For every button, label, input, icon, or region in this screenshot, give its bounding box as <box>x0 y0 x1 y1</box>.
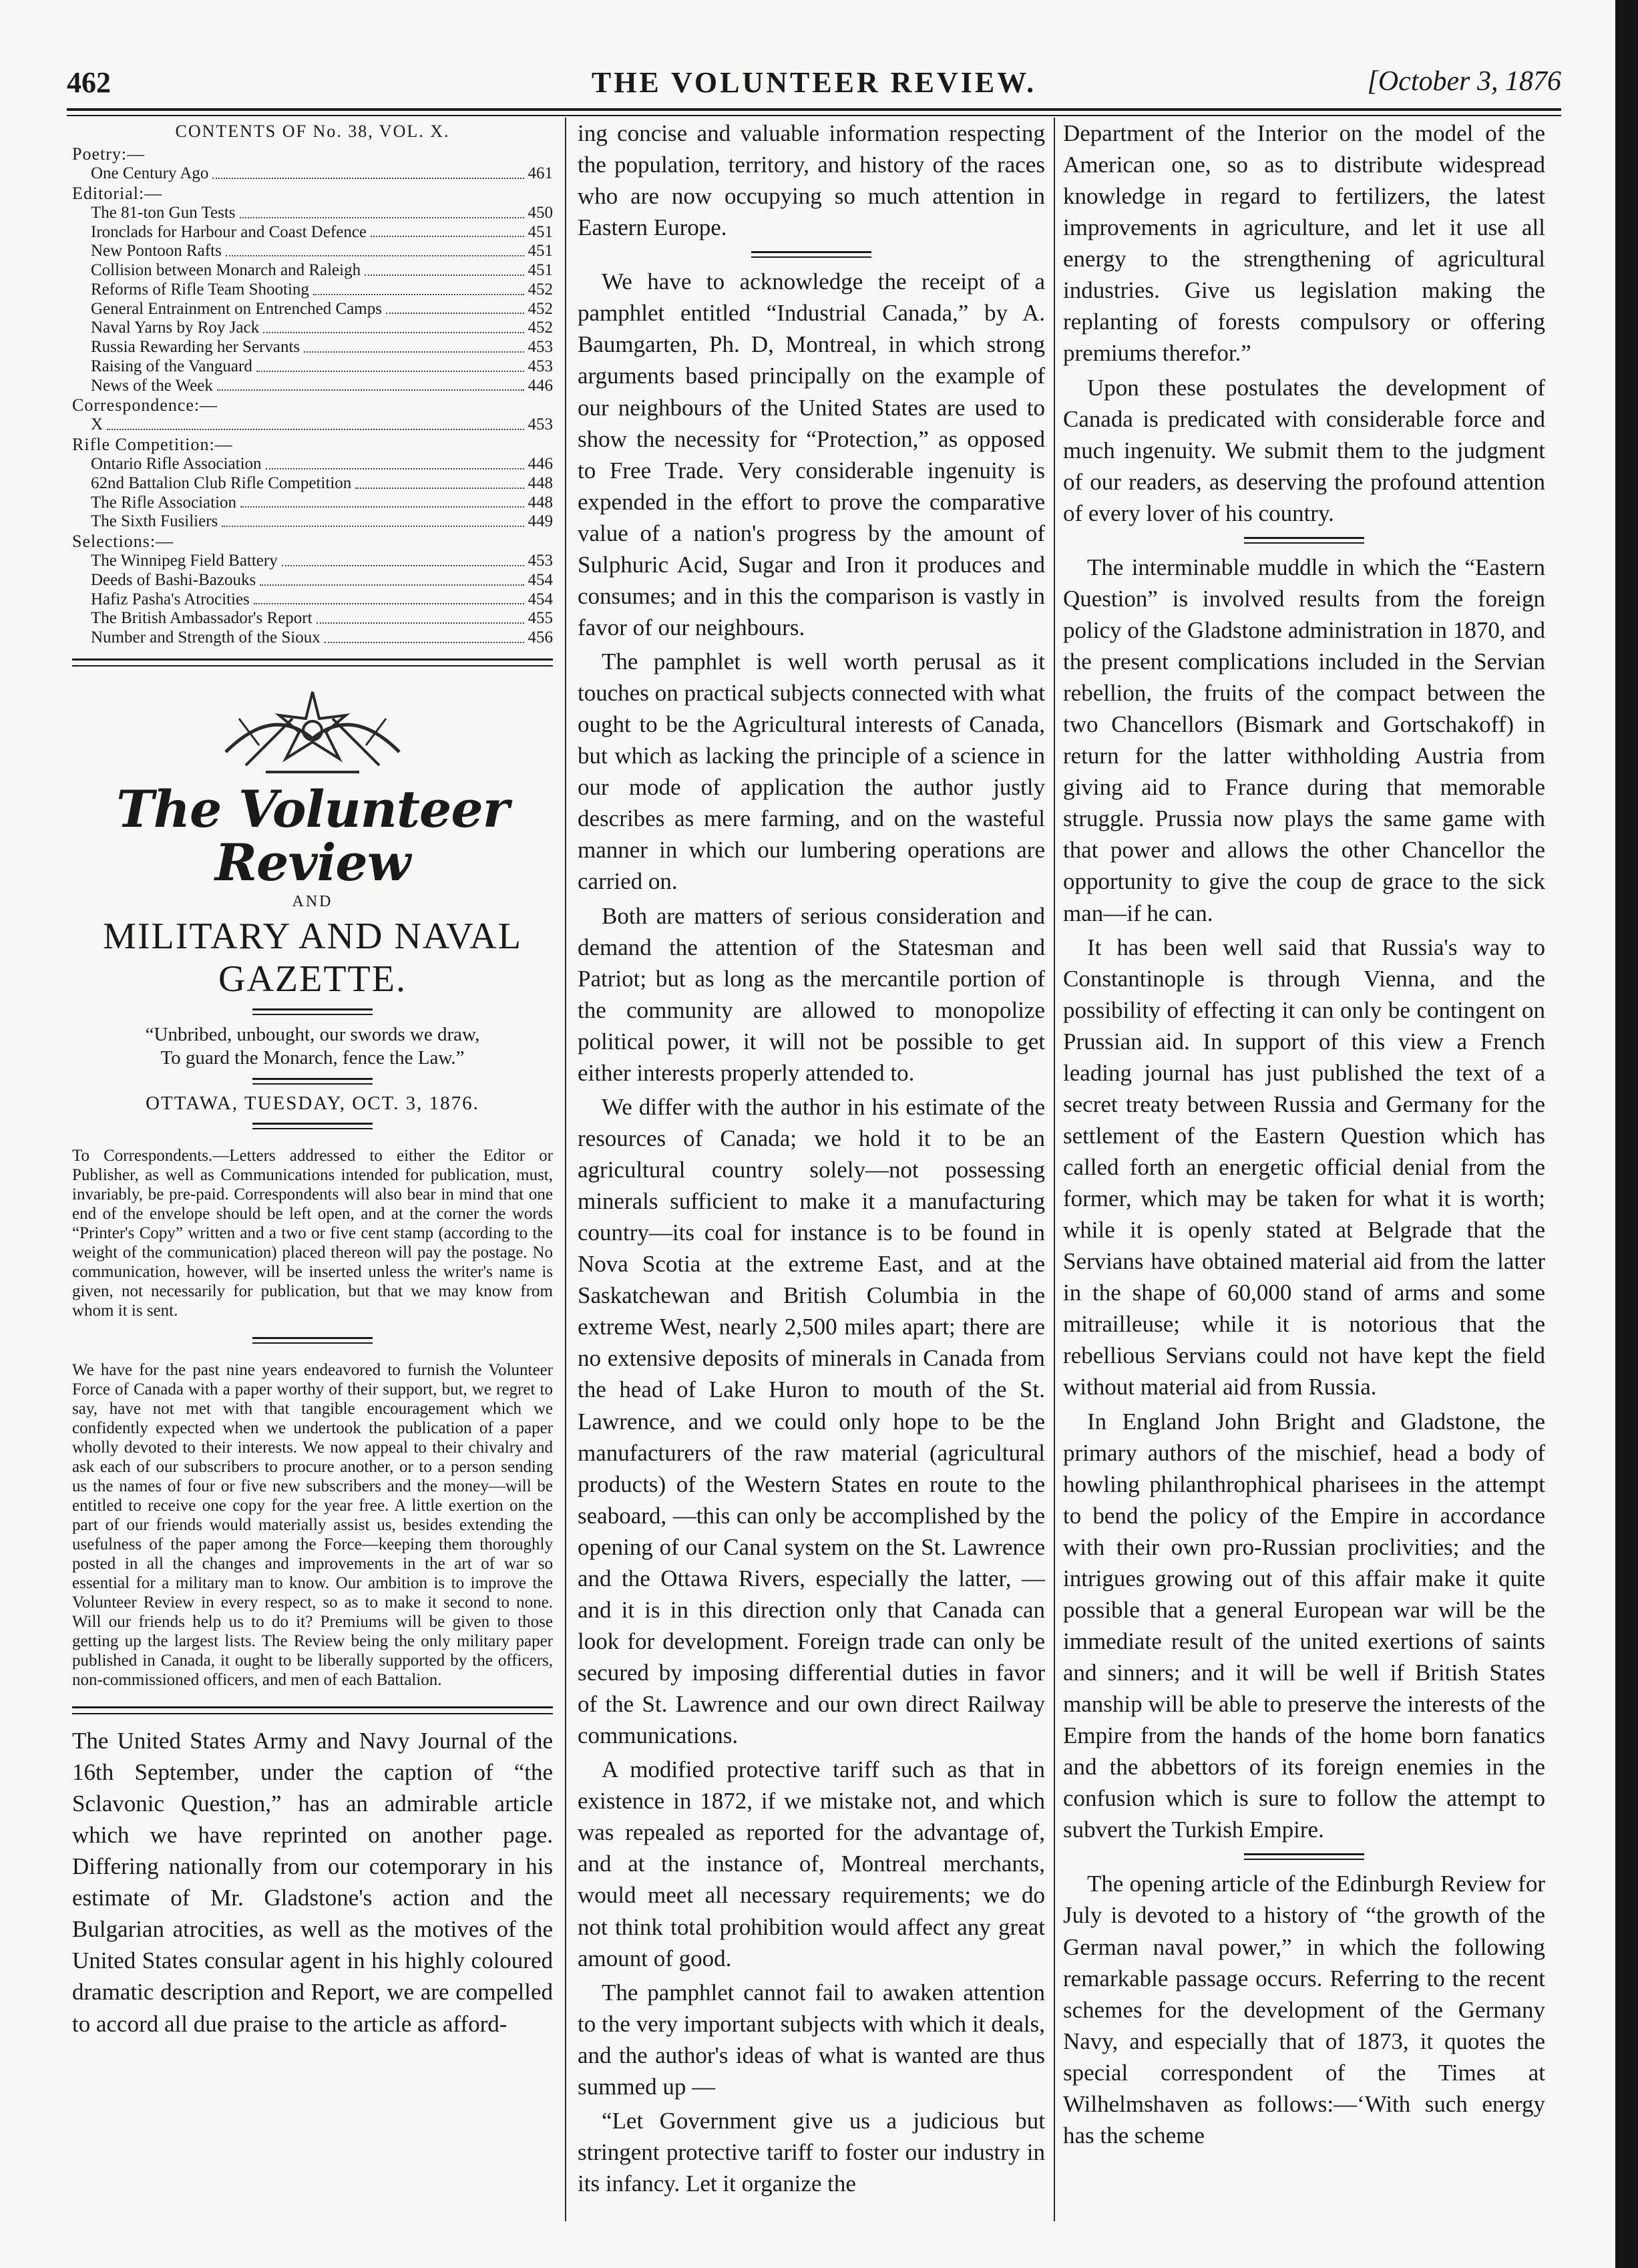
article-paragraph: Department of the Interior on the model of the American one, so as to distribute widespread knowledge in regard to fertilizers, the latest improvements in agriculture, and let it use all energy to the strengthening of agricultural industries. Give us legislation making the replanting of forests compulsory or offering premiums therefor.” <box>1063 120 1545 367</box>
toc-item <box>72 552 553 571</box>
toc-leader-dots <box>304 338 524 353</box>
motto-rule <box>252 1008 373 1015</box>
toc-item <box>72 455 553 474</box>
toc-item <box>72 377 553 396</box>
toc-item-title: The Rifle Association <box>91 493 237 512</box>
toc-item-title: Collision between Monarch and Raleigh <box>91 261 361 279</box>
toc-item <box>72 261 553 280</box>
toc-item-title: Raising of the Vanguard <box>91 357 252 375</box>
toc-item <box>72 242 553 261</box>
toc-item-title: The British Ambassador's Report <box>91 609 313 628</box>
toc-leader-dots <box>212 164 524 179</box>
toc-item-page: 451 <box>528 242 553 260</box>
article-paragraph: ing concise and valuable information respecting the population, territory, and history of the races who are now occupying so much attention in Eastern Europe. <box>578 120 1045 241</box>
toc-leader-dots <box>313 280 524 295</box>
contents-title: CONTENTS OF No. 38, VOL. X. <box>175 122 450 141</box>
header-rule <box>67 108 1561 116</box>
toc-section-heading: Correspondence:— <box>72 395 218 415</box>
toc-leader-dots <box>263 319 524 333</box>
article-paragraph: A modified protective tariff such as that in existence in 1872, if we mistake not, and which was repealed as reported for the advantage of, and at the instance of, Montreal merchants, would meet all necessary requirements; we do not think total prohibition would affect any great amount of good. <box>578 1756 1045 1971</box>
toc-section-heading: Rifle Competition:— <box>72 435 233 454</box>
article-paragraph: In England John Bright and Gladstone, the primary authors of the mischief, head a body of howling philanthrophical pharisees in the attempt to bend the policy of the Empire in accordance with their own pro-Russian proclivities; and the intrigues growing out of this affair make it quite possible that a general European war will be the immediate result of the united exertions of saints and sinners; and it will be well if British States manship will be able to preserve the interests of the Empire from the hands of the home born fanatics and the abbettors of its foreign enemies in the confusion which is sure to follow the attempt to subvert the Turkish Empire. <box>1063 1408 1545 1843</box>
toc-item-title: News of the Week <box>91 376 213 395</box>
column-1 <box>72 118 553 2221</box>
toc-leader-dots <box>256 357 524 372</box>
toc-item-page: 450 <box>528 203 553 222</box>
toc-leader-dots <box>325 628 524 643</box>
toc-item-title: New Pontoon Rafts <box>91 242 222 260</box>
notice-correspondents: To Correspondents.—Letters addressed to either the Editor or Publisher, as well as Communications intended for publication, must, invariably, be pre-paid. Correspondents will also bear in mind that one end of the envelope should be left open, and at the corner the words “Printer's Copy” written and a two or five cent stamp (according to the weight of the communication) placed thereon will pay the postage. No communication, however, will be inserted unless the writer's name is given, not necessarily for publication, but that we may know from whom it is sent. <box>72 1146 553 1320</box>
toc-leader-dots <box>266 455 524 469</box>
toc-item <box>72 512 553 532</box>
dateline-rule <box>252 1123 373 1129</box>
section-rule <box>751 251 871 258</box>
toc-item-page: 451 <box>528 261 553 279</box>
column-divider <box>1054 118 1055 2221</box>
page-header <box>67 65 1561 106</box>
toc-item-title: 62nd Battalion Club Rifle Competition <box>91 474 352 492</box>
motto-line: To guard the Monarch, fence the Law.” <box>160 1047 465 1069</box>
article-army-navy-journal: The United States Army and Navy Journal of the 16th September, under the caption of “the Sclavonic Question,” has an admirable article which we have reprinted on another page. Differing nationally from our cotemporary in his estimate of Mr. Gladstone's action and the Bulgarian atrocities, as well as the motives of the United States consular agent in his highly coloured dramatic description and Report, we are compelled to accord all due praise to the article as afford- <box>72 1727 553 2037</box>
toc-item <box>72 415 553 435</box>
toc-item-title: General Entrainment on Entrenched Camps <box>91 299 382 318</box>
article-paragraph: We differ with the author in his estimate of the resources of Canada; we hold it to be an agricultural country solely—not possessing minerals sufficient to make it a manufacturing country—its coal for instance is to be found in Nova Scotia at the extreme East, and at the Saskatchewan and British Columbia in the extreme West, nearly 2,500 miles apart; there are no extensive deposits of minerals in Canada from the head of Lake Huron to mouth of the St. Lawrence, and we could only hope to be the manufacturers of the raw material (agricultural products) of the Western States en route to the seaboard, —this can only be accomplished by the opening of our Canal system on the St. Lawrence and the Ottawa Rivers, especially the latter, —and it is in this direction only that Canada can look for development. Foreign trade can only be secured by imposing differential duties in favor of the St. Lawrence and our own direct Railway communications. <box>578 1093 1045 1749</box>
toc-item <box>72 609 553 628</box>
toc-item-title: Hafiz Pasha's Atrocities <box>91 590 250 608</box>
toc-section-heading: Editorial:— <box>72 183 163 203</box>
toc-item-page: 449 <box>528 512 553 531</box>
toc-section-heading: Selections:— <box>72 532 174 551</box>
masthead-motto <box>72 1023 553 1070</box>
toc-item-title: Ironclads for Harbour and Coast Defence <box>91 222 367 241</box>
toc-item <box>72 474 553 494</box>
toc-item-page: 448 <box>528 474 553 492</box>
toc-leader-dots <box>355 474 524 489</box>
toc-leader-dots <box>240 494 524 508</box>
section-rule <box>252 1337 373 1344</box>
masthead-title: The Volunteer Review <box>116 779 509 892</box>
toc-item-page: 461 <box>528 164 553 182</box>
toc-item-page: 453 <box>528 338 553 356</box>
issue-date: [October 3, 1876 <box>1367 66 1561 97</box>
toc-item-title: Naval Yarns by Roy Jack <box>91 319 260 337</box>
notice-subscribers: We have for the past nine years endeavored to furnish the Volunteer Force of Canada with a paper worthy of their support, but, we regret to say, have not met with that tangible encouragement which we confidently expected when we undertook the publication of a paper wholly devoted to their interests. We now appeal to their chivalry and ask each of our subscribers to procure another, or to a person sending us the names of four or five new subscribers and the money—will be entitled to receive one copy for the year free. A little exertion on the part of our friends would materially assist us, besides extending the usefulness of the paper among the Force—keeping them thoroughly posted in all the changes and improvements in the art of war so essential for a military man to know. Our ambition is to improve the Volunteer Review in every respect, so as to make it second to none. Will our friends help us to do it? Premiums will be given to those getting up the largest lists. The Review being the only military paper published in Canada, it ought to be liberally supported by the officers, non-commissioned officers, and men of each Battalion. <box>72 1360 553 1689</box>
toc-item <box>72 628 553 648</box>
toc-item <box>72 338 553 357</box>
toc-item-page: 448 <box>528 493 553 512</box>
toc-leader-dots <box>217 377 524 391</box>
article-paragraph: Both are matters of serious consideration and demand the attention of the Statesman and Patriot; but as long as the mercantile portion of the community are allowed to monopolize political power, it will not be possible to get either interests properly attended to. <box>578 902 1045 1086</box>
toc-item-title: One Century Ago <box>91 164 209 182</box>
dateline-rule <box>252 1078 373 1085</box>
article-paragraph: The pamphlet is well worth perusal as it touches on practical subjects connected with what ought to be the Agricultural interests of Canada, but which as lacking the principle of a science in our mode of application the author justly describes as mere farming, and on the wasteful manner in which our lumbering operations are carried on. <box>578 648 1045 895</box>
column-divider <box>565 118 566 2221</box>
toc-item-page: 452 <box>528 299 553 318</box>
dateline: OTTAWA, TUESDAY, OCT. 3, 1876. <box>146 1092 479 1114</box>
section-rule <box>1244 1853 1364 1860</box>
toc-item <box>72 357 553 377</box>
toc-item-title: The Sixth Fusiliers <box>91 512 218 531</box>
article-paragraph: “Let Government give us a judicious but stringent protective tariff to foster our industry in its infancy. Let it organize the <box>578 2107 1045 2197</box>
page-number: 462 <box>67 66 111 99</box>
article-paragraph: We have to acknowledge the receipt of a pamphlet entitled “Industrial Canada,” by A. Baumgarten, Ph. D, Montreal, in which strong arguments based principally on the example of our neighbours of the United States are used to show the necessity for “Protection,” as opposed to Free Trade. Very considerable ingenuity is expended in the effort to prove the comparative value of a nation's progress by the amount of Sulphuric Acid, Sugar and Iron it produces and consumes; and in this the comparison is vastly in favor of our neighbours. <box>578 268 1045 640</box>
toc-item-page: 446 <box>528 376 553 395</box>
toc-item-page: 454 <box>528 590 553 608</box>
toc-leader-dots <box>222 512 524 527</box>
masthead-and: AND <box>292 893 333 911</box>
toc-item-title: The Winnipeg Field Battery <box>91 552 278 570</box>
table-of-contents <box>72 144 553 648</box>
toc-leader-dots <box>317 609 524 624</box>
toc-item <box>72 164 553 184</box>
toc-item <box>72 571 553 590</box>
toc-item-page: 453 <box>528 552 553 570</box>
toc-item-page: 453 <box>528 357 553 375</box>
toc-leader-dots <box>254 590 524 605</box>
toc-leader-dots <box>226 242 524 256</box>
column-3 <box>1063 118 1545 2221</box>
toc-leader-dots <box>107 415 524 430</box>
toc-item-page: 452 <box>528 319 553 337</box>
toc-item <box>72 300 553 319</box>
toc-item-page: 446 <box>528 455 553 473</box>
toc-section-heading: Poetry:— <box>72 144 146 164</box>
section-rule <box>72 1706 553 1714</box>
toc-item <box>72 223 553 242</box>
toc-item <box>72 494 553 513</box>
toc-item-title: The 81-ton Gun Tests <box>91 203 236 222</box>
toc-item-title: Number and Strength of the Sioux <box>91 628 321 646</box>
section-rule <box>1244 537 1364 544</box>
toc-leader-dots <box>386 300 524 315</box>
running-title: THE VOLUNTEER REVIEW. <box>591 66 1037 99</box>
article-paragraph: The pamphlet cannot fail to awaken attention to the very important subjects with which it deals, and the author's ideas of what is wanted are thus summed up — <box>578 1979 1045 2100</box>
toc-leader-dots <box>365 261 524 276</box>
toc-item <box>72 590 553 610</box>
toc-leader-dots <box>240 204 524 218</box>
column-2 <box>578 118 1045 2221</box>
toc-leader-dots <box>282 552 524 566</box>
toc-item-page: 452 <box>528 280 553 299</box>
toc-item-title: Russia Rewarding her Servants <box>91 338 300 356</box>
toc-item-title: Ontario Rifle Association <box>91 455 262 473</box>
masthead <box>72 679 553 1129</box>
masthead-subtitle: MILITARY AND NAVAL GAZETTE. <box>103 916 522 1000</box>
toc-item-page: 453 <box>528 415 553 434</box>
toc-item <box>72 319 553 338</box>
toc-item-page: 451 <box>528 222 553 241</box>
section-rule <box>72 658 553 667</box>
toc-item-page: 456 <box>528 628 553 646</box>
toc-item <box>72 280 553 300</box>
article-paragraph: The opening article of the Edinburgh Review for July is devoted to a history of “the growth of the German naval power,” in which the following remarkable passage occurs. Referring to the recent schemes for the development of the Germany Navy, and especially that of 1873, it quotes the special correspondent of the Times at Wilhelmshaven as follows:—‘With such energy has the scheme <box>1063 1871 1545 2148</box>
article-paragraph: The interminable muddle in which the “Eastern Question” is involved results from the foreign policy of the Gladstone administration in 1870, and the present complications included in the Servian rebellion, the fruits of the compact between the two Chancellors (Bismark and Gortschakoff) in return for the latter withholding Austria from giving aid to France during that memorable struggle. Prussia now plays the same game with that power and allows the other Chancellor the opportunity to give the coup de grace to the sick man—if he can. <box>1063 554 1545 926</box>
toc-item-page: 455 <box>528 609 553 628</box>
article-paragraph: Upon these postulates the development of Canada is predicated with considerable force and much ingenuity. We submit them to the judgment of our readers, as deserving the profound attention of every lover of his country. <box>1063 374 1545 526</box>
toc-item-page: 454 <box>528 570 553 589</box>
toc-leader-dots <box>260 571 524 586</box>
toc-item-title: Deeds of Bashi-Bazouks <box>91 570 256 589</box>
toc-item <box>72 204 553 223</box>
motto-line: “Unbribed, unbought, our swords we draw, <box>145 1024 480 1046</box>
page-edge-shadow <box>1615 0 1638 2268</box>
toc-item-title: Reforms of Rifle Team Shooting <box>91 280 309 299</box>
masthead-ornament <box>199 679 426 779</box>
article-paragraph: It has been well said that Russia's way to Constantinople is through Vienna, and the possibility of effecting it can only be contingent on Prussian aid. In support of this view a French leading journal has just published the text of a secret treaty between Russia and Germany for the settlement of the Eastern Question which has called forth an energetic official denial from the former, which may be taken for what it is worth; while it is openly stated at Belgrade that the Servians have obtained material aid from the latter in the shape of 60,000 stand of arms and some mitrailleuse; while it is notorious that the rebellious Servians could not have kept the field without material aid from Russia. <box>1063 934 1545 1400</box>
toc-leader-dots <box>371 223 524 238</box>
toc-item-title: X <box>91 415 104 434</box>
